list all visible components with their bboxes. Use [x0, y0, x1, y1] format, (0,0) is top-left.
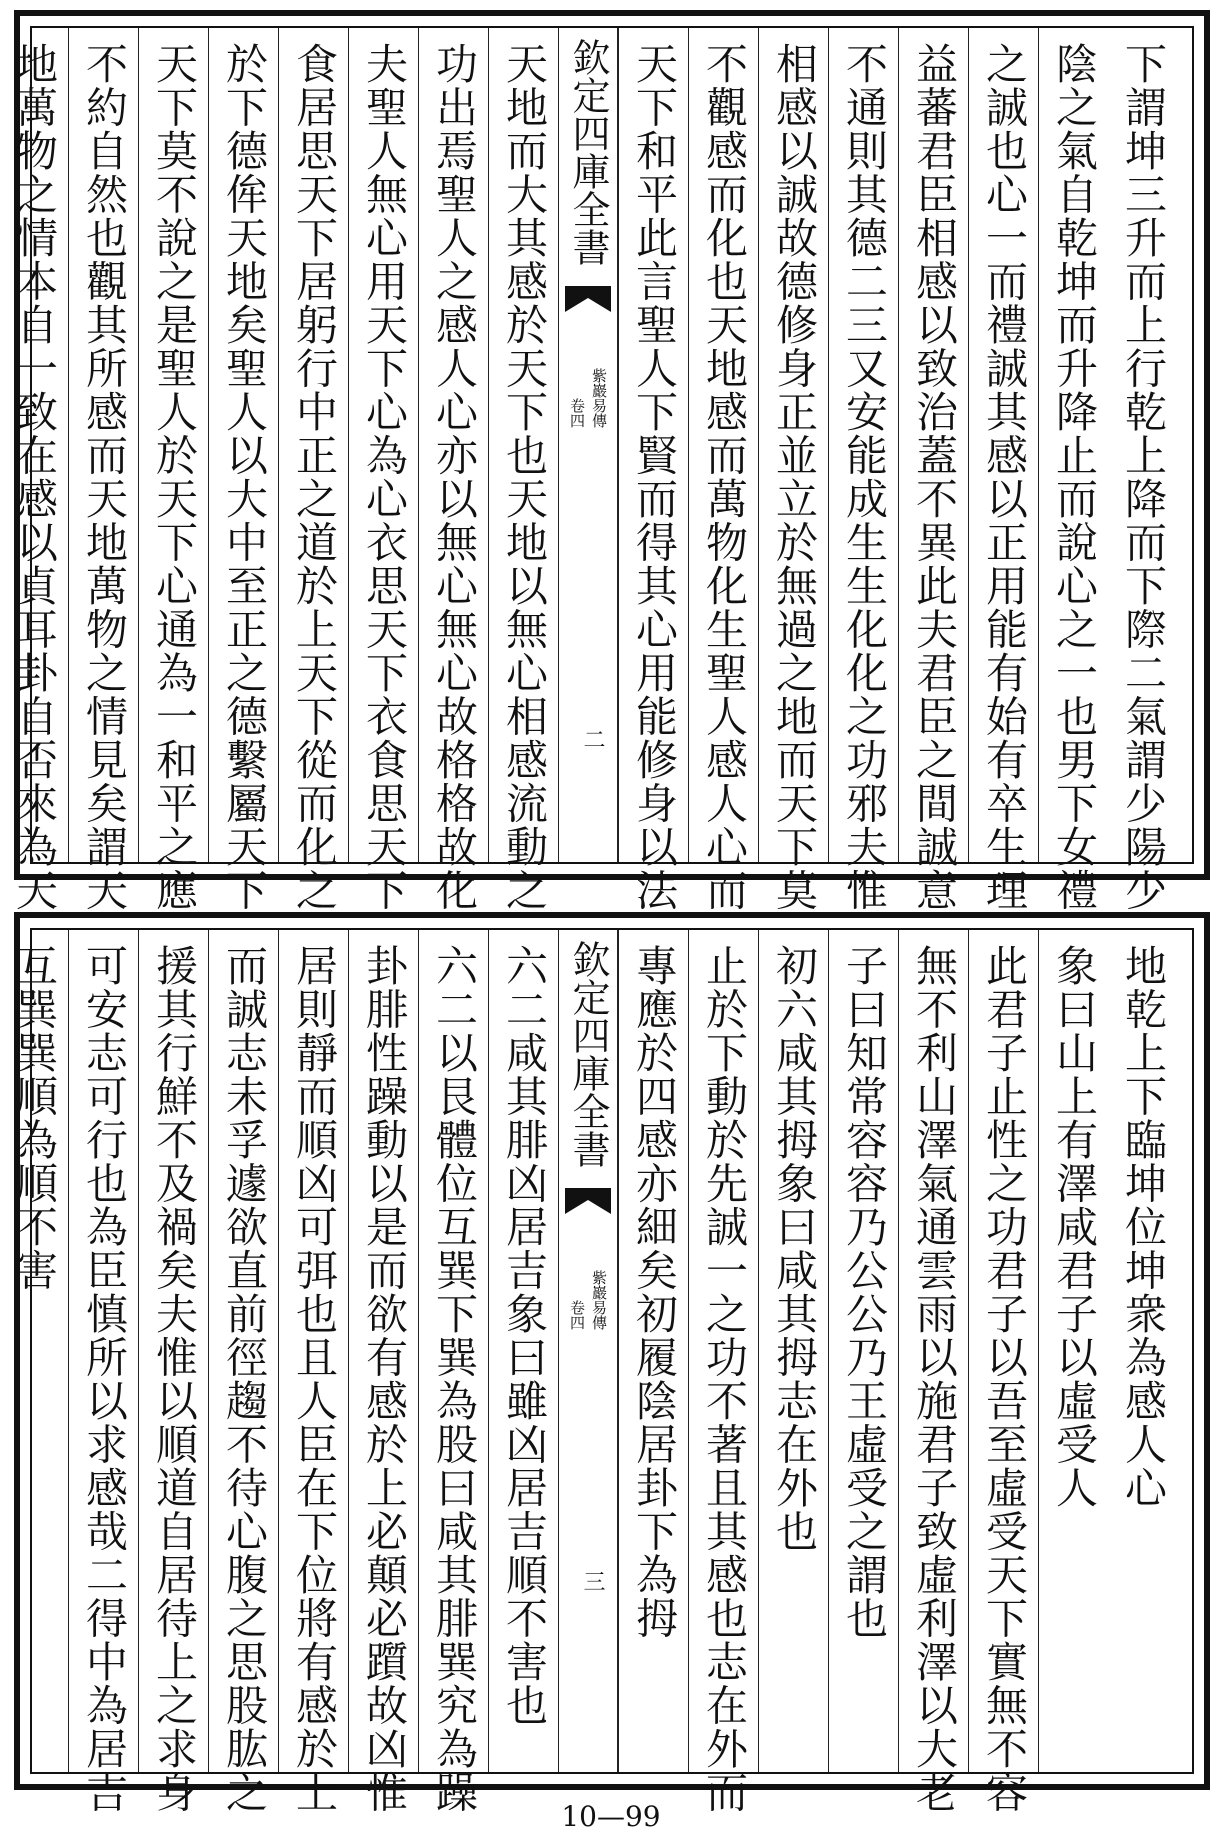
column-text: 之誠也心一而禮誠其感以正用能有始有卒生理 [980, 42, 1029, 912]
text-column [208, 930, 278, 1814]
text-column [488, 28, 558, 912]
column-text: 居則靜而順凶可弭也且人臣在下位將有感於上 [290, 944, 339, 1814]
text-column [898, 930, 968, 1814]
center-title: 欽定四庫全書 [566, 38, 610, 266]
text-column [208, 28, 278, 912]
column-text: 互巽巽順為順不害 [10, 944, 59, 1292]
column-text: 功出焉聖人之感人心亦以無心無心故格格故化 [430, 42, 479, 912]
text-column [418, 28, 488, 912]
page-bottom-frame [10, 928, 1194, 1814]
text-column [688, 28, 758, 912]
column-text: 陰之氣自乾坤而升降止而說心之一也男下女禮 [1050, 42, 1099, 912]
column-text: 地乾上下臨坤位坤衆為感人心 [1119, 944, 1168, 1510]
column-text: 天下莫不說之是聖人於天下心通為一和平之應 [150, 42, 199, 912]
page-number: 10—99 [561, 1800, 661, 1833]
text-column [828, 28, 898, 912]
text-column [68, 930, 138, 1814]
text-column [0, 930, 68, 1772]
center-fold [558, 28, 618, 862]
column-text: 食居思天下居躬行中正之道於上天下從而化之 [290, 42, 339, 912]
text-column [488, 930, 558, 1772]
column-text: 止於下動於先誠一之功不著且其感也志在外而 [700, 944, 749, 1814]
text-column [968, 28, 1038, 912]
column-text: 於下德侔天地矣聖人以大中至正之德繫屬天下 [220, 42, 269, 912]
book-title: 紫巖易傳 [590, 1270, 608, 1330]
column-text: 子曰知常容容乃公公乃王虛受之謂也 [840, 944, 889, 1640]
column-text: 援其行鮮不及禍矣夫惟以順道自居待上之求身 [150, 944, 199, 1814]
text-column [1038, 28, 1108, 912]
text-column [1108, 930, 1178, 1772]
text-column [828, 930, 898, 1772]
text-column [138, 930, 208, 1814]
book-title: 紫巖易傳 [590, 368, 608, 428]
text-column [968, 930, 1038, 1814]
column-text: 六二咸其腓凶居吉象曰雖凶居吉順不害也 [500, 944, 549, 1727]
text-column [1038, 930, 1108, 1772]
text-column [688, 930, 758, 1814]
column-text: 不約自然也觀其所感而天地萬物之情見矣謂天 [80, 42, 129, 912]
column-text: 益蕃君臣相感以致治蓋不異此夫君臣之間誠意 [910, 42, 959, 912]
text-column [348, 930, 418, 1814]
column-text: 天下和平此言聖人下賢而得其心用能修身以法 [630, 42, 679, 912]
text-column [68, 28, 138, 912]
page-top-frame [10, 26, 1194, 912]
text-column [0, 28, 68, 912]
column-text: 六二以艮體位互巽下巽為股曰咸其腓巽究為躁 [430, 944, 479, 1814]
leaf-number: 二 [580, 728, 605, 750]
leaf-number: 三 [580, 1570, 605, 1592]
column-text: 可安志可行也為臣慎所以求感哉二得中為居吉 [80, 944, 129, 1814]
center-fold [558, 930, 618, 1772]
column-text: 而誠志未孚遽欲直前徑趨不待心腹之思股肱之 [220, 944, 269, 1814]
text-column [418, 930, 488, 1814]
column-text: 天地而大其感於天下也天地以無心相感流動之 [500, 42, 549, 912]
text-column [898, 28, 968, 912]
page-top [10, 10, 1210, 912]
text-column [348, 28, 418, 912]
text-column [278, 930, 348, 1814]
text-column [138, 28, 208, 912]
center-title: 欽定四庫全書 [566, 940, 610, 1168]
column-text: 不觀感而化也天地感而萬物化生聖人感人心而 [700, 42, 749, 912]
column-text: 卦腓性躁動以是而欲有感於上必顛必躓故凶惟 [360, 944, 409, 1814]
column-text: 初六咸其拇象曰咸其拇志在外也 [770, 944, 819, 1553]
column-text: 夫聖人無心用天下心為心衣思天下衣食思天下 [360, 42, 409, 912]
column-text: 相感以誠故德修身正並立於無過之地而天下莫 [770, 42, 819, 912]
text-column [1108, 28, 1178, 912]
text-column [278, 28, 348, 912]
fishtail-mark-icon [565, 286, 611, 312]
column-text: 地萬物之情本自一致在感以貞耳卦自否來為天 [10, 42, 59, 912]
column-text: 此君子止性之功君子以吾至虛受天下實無不容 [980, 944, 1029, 1814]
column-text: 不通則其德二三又安能成生生化化之功邪夫惟 [840, 42, 889, 912]
volume-label: 卷四 [568, 398, 586, 428]
fishtail-mark-icon [565, 1188, 611, 1214]
text-column [758, 930, 828, 1772]
text-column [618, 930, 688, 1772]
text-column [618, 28, 688, 912]
column-text: 象曰山上有澤咸君子以虛受人 [1050, 944, 1099, 1510]
volume-label: 卷四 [568, 1300, 586, 1330]
column-text: 下謂坤三升而上行乾上降而下際二氣謂少陽少 [1119, 42, 1168, 912]
column-text: 專應於四感亦細矣初履陰居卦下為拇 [630, 944, 679, 1640]
column-text: 無不利山澤氣通雲雨以施君子致虛利澤以大老 [910, 944, 959, 1814]
page-bottom [10, 912, 1210, 1814]
text-column [758, 28, 828, 912]
